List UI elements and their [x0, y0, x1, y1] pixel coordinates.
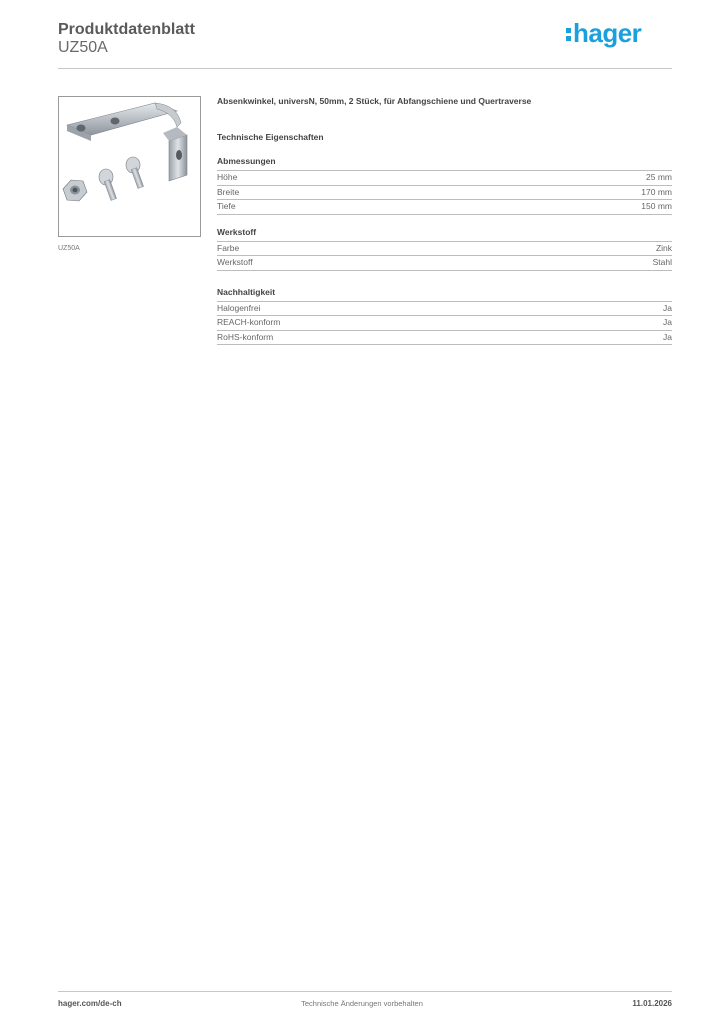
spec-label: Tiefe: [217, 201, 236, 211]
footer-divider: [58, 991, 672, 992]
spec-row: [217, 256, 672, 271]
logo-dots-icon: [566, 22, 571, 42]
spec-label: REACH-konform: [217, 317, 281, 327]
group-title-sustainability: Nachhaltigkeit: [217, 287, 672, 302]
spec-row: [217, 331, 672, 346]
spec-label: Farbe: [217, 242, 240, 253]
spec-row: [217, 242, 672, 257]
spec-row: [217, 186, 672, 201]
spec-label: Höhe: [217, 172, 238, 182]
spec-value: Zink: [655, 242, 672, 253]
spec-value: 25 mm: [646, 172, 672, 182]
spec-value: Ja: [663, 331, 672, 342]
spec-panel: [217, 95, 672, 345]
group-title-dimensions: Abmessungen: [217, 156, 672, 171]
spec-label: RoHS-konform: [217, 331, 274, 342]
angle-bracket-icon: [59, 97, 200, 236]
image-caption: UZ50A: [58, 245, 80, 252]
spec-value: Ja: [663, 302, 672, 313]
spec-row: [217, 302, 672, 317]
product-description: Absenkwinkel, universN, 50mm, 2 Stück, für Abfangschiene und Quertraverse: [217, 96, 532, 106]
spec-value: Stahl: [652, 257, 672, 267]
section-title: Technische Eigenschaften: [217, 132, 324, 142]
spec-label: Halogenfrei: [217, 302, 261, 313]
header-divider: [58, 68, 672, 69]
hager-logo: [566, 18, 641, 49]
footer-date: 11.01.2026: [632, 999, 672, 1008]
spec-row: [217, 316, 672, 331]
spec-label: Breite: [217, 186, 240, 197]
spec-value: 150 mm: [641, 201, 672, 211]
logo-text: hager: [573, 18, 642, 48]
product-image: [58, 96, 201, 237]
footer-website-link[interactable]: hager.com/de-ch: [58, 999, 122, 1008]
spec-value: 170 mm: [641, 186, 672, 197]
spec-row: [217, 171, 672, 186]
spec-label: Werkstoff: [217, 257, 253, 267]
product-code: UZ50A: [58, 39, 108, 56]
spec-value: Ja: [663, 317, 672, 327]
page-title: Produktdatenblatt: [58, 21, 195, 38]
footer-notice: Technische Änderungen vorbehalten: [301, 999, 423, 1008]
group-title-material: Werkstoff: [217, 227, 672, 242]
spec-row: [217, 200, 672, 215]
